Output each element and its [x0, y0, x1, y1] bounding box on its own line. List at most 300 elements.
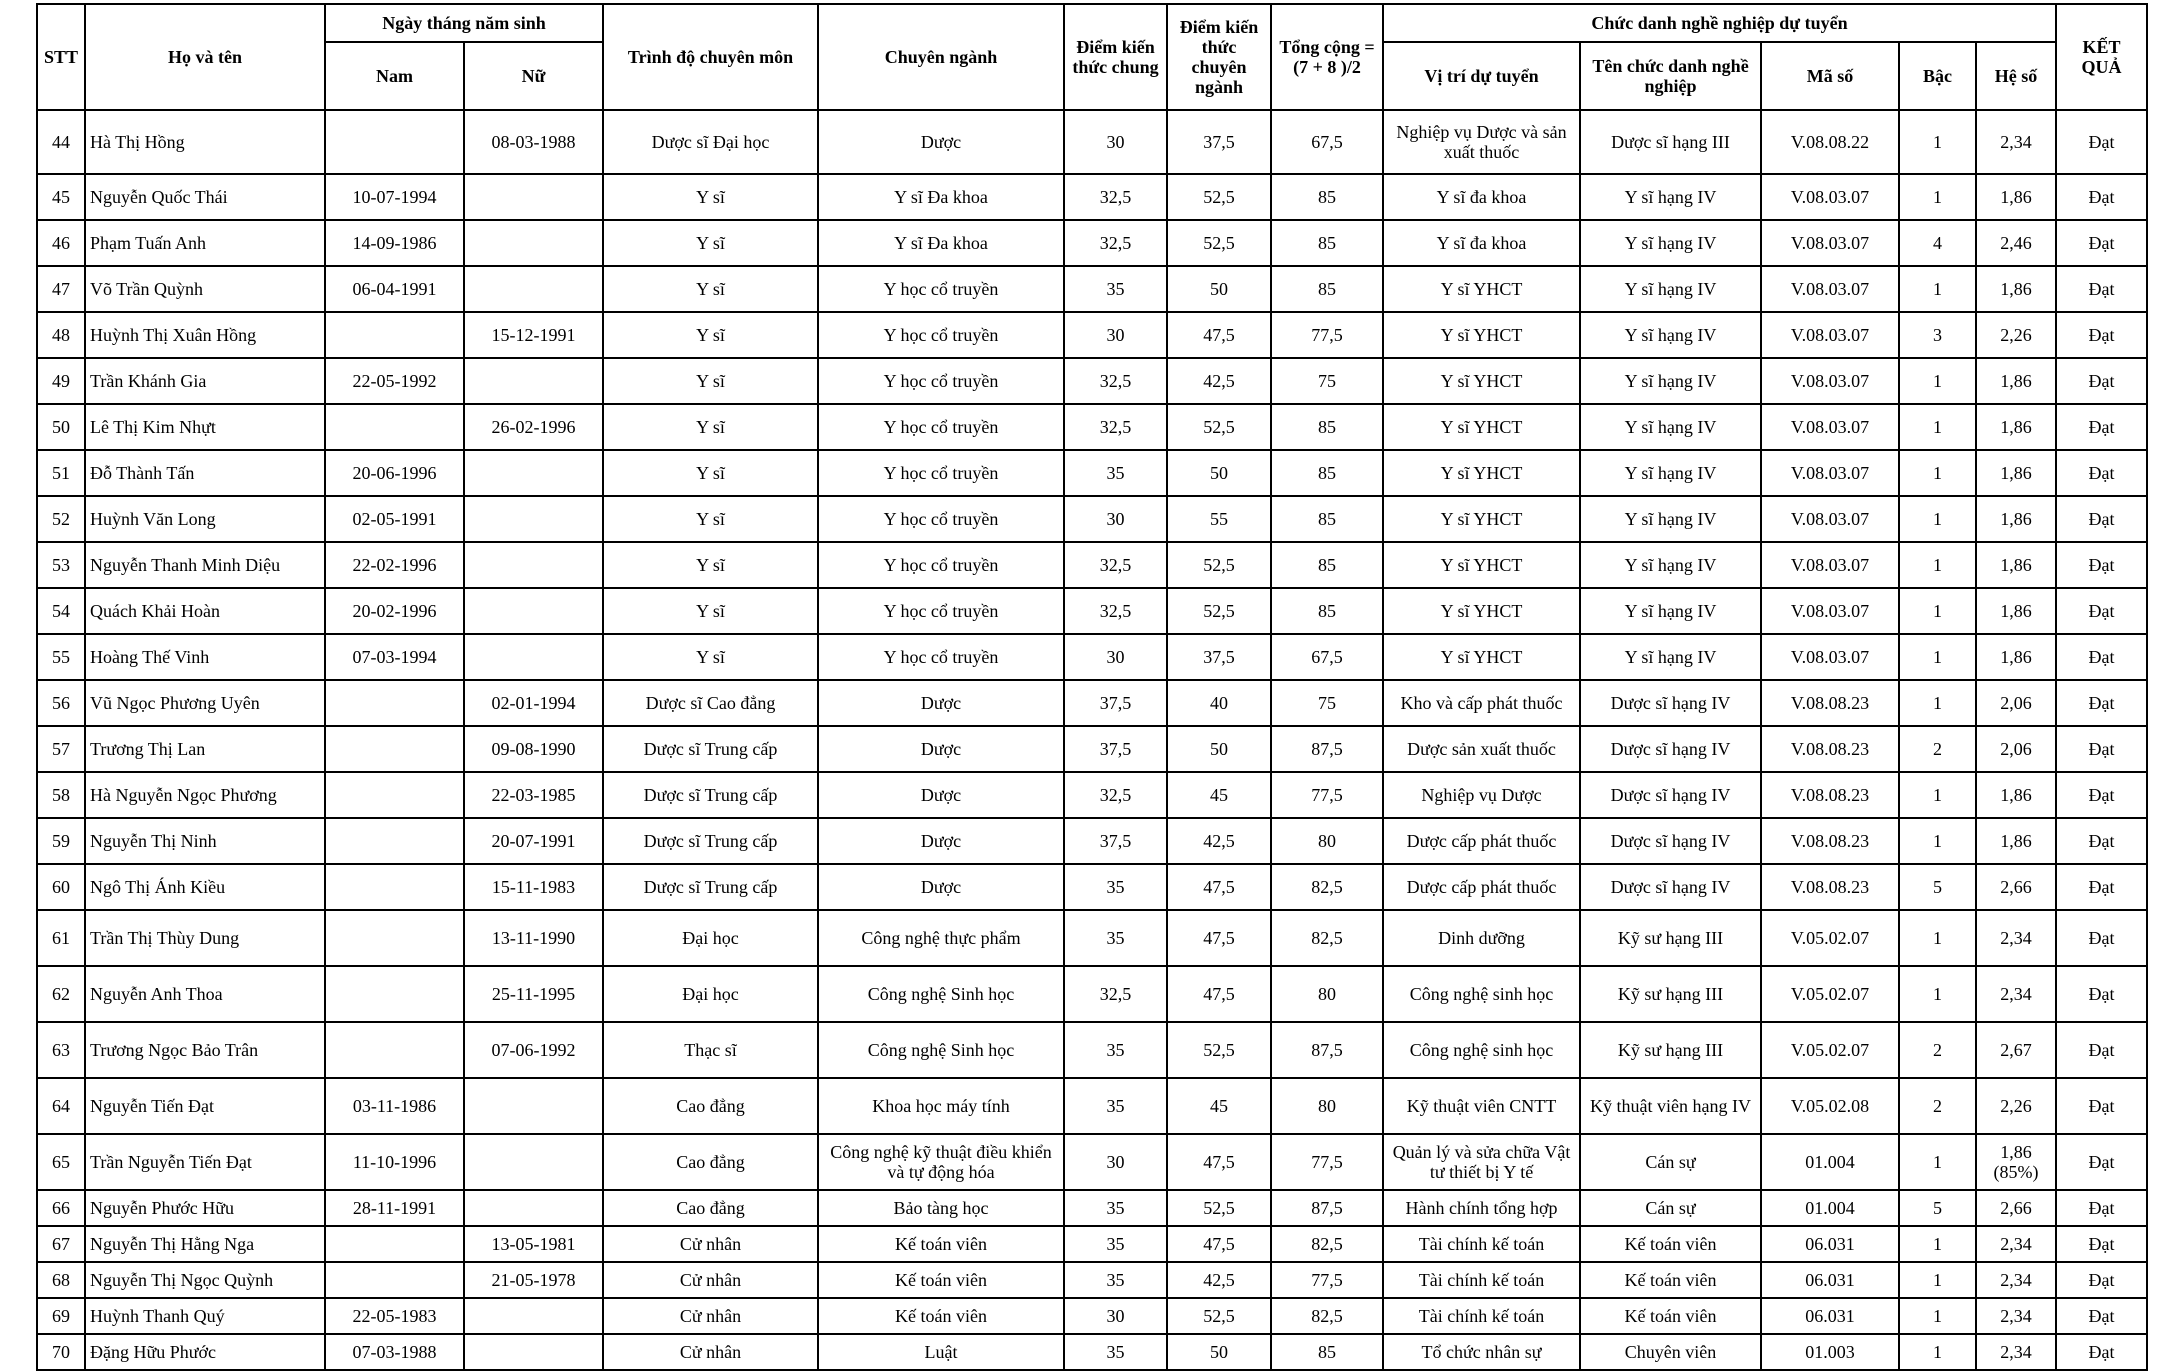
header-dob-female: Nữ	[464, 42, 603, 110]
cell-position: Tài chính kế toán	[1383, 1262, 1580, 1298]
cell-stt: 47	[37, 266, 85, 312]
cell-title-name: Dược sĩ hạng IV	[1580, 680, 1761, 726]
cell-total: 82,5	[1271, 910, 1383, 966]
cell-score-major: 47,5	[1167, 864, 1271, 910]
cell-major: Dược	[818, 772, 1064, 818]
cell-stt: 54	[37, 588, 85, 634]
cell-grade: 1	[1899, 634, 1976, 680]
cell-title-name: Y sĩ hạng IV	[1580, 496, 1761, 542]
cell-score-major: 37,5	[1167, 110, 1271, 174]
cell-name: Trương Ngọc Bảo Trân	[85, 1022, 325, 1078]
cell-code: V.08.08.23	[1761, 772, 1899, 818]
cell-dob-female	[464, 1134, 603, 1190]
cell-qualification: Cao đẳng	[603, 1190, 818, 1226]
cell-total: 85	[1271, 588, 1383, 634]
cell-dob-male	[325, 726, 464, 772]
cell-qualification: Y sĩ	[603, 220, 818, 266]
cell-major: Y học cổ truyền	[818, 266, 1064, 312]
cell-score-major: 50	[1167, 266, 1271, 312]
header-dob-group: Ngày tháng năm sinh	[325, 4, 603, 42]
cell-dob-female	[464, 450, 603, 496]
cell-stt: 55	[37, 634, 85, 680]
cell-result: Đạt	[2056, 266, 2147, 312]
cell-qualification: Cao đẳng	[603, 1078, 818, 1134]
cell-qualification: Y sĩ	[603, 496, 818, 542]
cell-result: Đạt	[2056, 680, 2147, 726]
cell-name: Trần Thị Thùy Dung	[85, 910, 325, 966]
cell-stt: 65	[37, 1134, 85, 1190]
cell-total: 77,5	[1271, 312, 1383, 358]
cell-score-general: 35	[1064, 266, 1167, 312]
cell-grade: 1	[1899, 680, 1976, 726]
cell-dob-male	[325, 1262, 464, 1298]
cell-dob-male	[325, 966, 464, 1022]
cell-position: Y sĩ YHCT	[1383, 496, 1580, 542]
cell-qualification: Y sĩ	[603, 588, 818, 634]
cell-qualification: Dược sĩ Trung cấp	[603, 772, 818, 818]
header-result: KẾT QUẢ	[2056, 4, 2147, 110]
cell-stt: 62	[37, 966, 85, 1022]
cell-coef: 2,34	[1976, 966, 2056, 1022]
cell-grade: 2	[1899, 1078, 1976, 1134]
cell-score-general: 35	[1064, 1190, 1167, 1226]
cell-name: Hoàng Thế Vinh	[85, 634, 325, 680]
cell-dob-female: 02-01-1994	[464, 680, 603, 726]
cell-dob-female	[464, 220, 603, 266]
cell-stt: 64	[37, 1078, 85, 1134]
cell-total: 75	[1271, 358, 1383, 404]
cell-qualification: Y sĩ	[603, 634, 818, 680]
cell-qualification: Y sĩ	[603, 312, 818, 358]
cell-code: V.08.03.07	[1761, 312, 1899, 358]
cell-major: Y học cổ truyền	[818, 312, 1064, 358]
cell-score-major: 47,5	[1167, 910, 1271, 966]
cell-dob-male	[325, 1022, 464, 1078]
cell-dob-female: 25-11-1995	[464, 966, 603, 1022]
cell-dob-male	[325, 680, 464, 726]
cell-qualification: Dược sĩ Trung cấp	[603, 726, 818, 772]
cell-name: Huỳnh Thị Xuân Hồng	[85, 312, 325, 358]
cell-dob-male: 10-07-1994	[325, 174, 464, 220]
cell-score-general: 35	[1064, 864, 1167, 910]
cell-score-general: 32,5	[1064, 174, 1167, 220]
cell-dob-female	[464, 266, 603, 312]
cell-dob-female: 26-02-1996	[464, 404, 603, 450]
cell-grade: 1	[1899, 450, 1976, 496]
cell-coef: 1,86	[1976, 450, 2056, 496]
cell-name: Đặng Hữu Phước	[85, 1334, 325, 1370]
table-row	[37, 404, 2147, 450]
cell-dob-female: 15-12-1991	[464, 312, 603, 358]
cell-qualification: Cao đẳng	[603, 1134, 818, 1190]
cell-score-major: 52,5	[1167, 1298, 1271, 1334]
cell-dob-female: 13-11-1990	[464, 910, 603, 966]
cell-code: 06.031	[1761, 1226, 1899, 1262]
cell-position: Dược cấp phát thuốc	[1383, 864, 1580, 910]
cell-score-general: 30	[1064, 110, 1167, 174]
cell-grade: 2	[1899, 726, 1976, 772]
results-table	[36, 3, 2148, 1371]
cell-code: V.08.03.07	[1761, 542, 1899, 588]
cell-total: 80	[1271, 966, 1383, 1022]
cell-dob-female	[464, 1334, 603, 1370]
cell-score-general: 32,5	[1064, 966, 1167, 1022]
cell-name: Trần Khánh Gia	[85, 358, 325, 404]
cell-major: Y sĩ Đa khoa	[818, 174, 1064, 220]
table-row	[37, 1134, 2147, 1190]
cell-coef: 2,34	[1976, 1226, 2056, 1262]
cell-code: V.08.03.07	[1761, 358, 1899, 404]
cell-score-major: 37,5	[1167, 634, 1271, 680]
cell-name: Quách Khải Hoàn	[85, 588, 325, 634]
table-row	[37, 864, 2147, 910]
cell-qualification: Y sĩ	[603, 404, 818, 450]
cell-position: Hành chính tổng hợp	[1383, 1190, 1580, 1226]
table-body	[37, 110, 2147, 1370]
cell-dob-male: 07-03-1994	[325, 634, 464, 680]
cell-name: Nguyễn Anh Thoa	[85, 966, 325, 1022]
cell-total: 85	[1271, 220, 1383, 266]
cell-stt: 57	[37, 726, 85, 772]
cell-dob-male	[325, 818, 464, 864]
cell-score-major: 52,5	[1167, 588, 1271, 634]
cell-position: Công nghệ sinh học	[1383, 1022, 1580, 1078]
table-row	[37, 726, 2147, 772]
table-row	[37, 266, 2147, 312]
cell-coef: 1,86	[1976, 818, 2056, 864]
cell-major: Kế toán viên	[818, 1226, 1064, 1262]
cell-total: 67,5	[1271, 110, 1383, 174]
cell-score-major: 52,5	[1167, 1190, 1271, 1226]
cell-grade: 5	[1899, 1190, 1976, 1226]
table-row	[37, 358, 2147, 404]
cell-position: Y sĩ đa khoa	[1383, 220, 1580, 266]
cell-position: Y sĩ YHCT	[1383, 634, 1580, 680]
cell-name: Nguyễn Thị Ninh	[85, 818, 325, 864]
cell-position: Y sĩ YHCT	[1383, 542, 1580, 588]
header-total: Tổng cộng = (7 + 8 )/2	[1271, 4, 1383, 110]
cell-stt: 68	[37, 1262, 85, 1298]
cell-name: Vũ Ngọc Phương Uyên	[85, 680, 325, 726]
header-score-major: Điểm kiến thức chuyên ngành	[1167, 4, 1271, 110]
table-row	[37, 450, 2147, 496]
cell-score-general: 32,5	[1064, 404, 1167, 450]
table-row	[37, 966, 2147, 1022]
cell-score-major: 52,5	[1167, 220, 1271, 266]
cell-result: Đạt	[2056, 1190, 2147, 1226]
cell-name: Nguyễn Phước Hữu	[85, 1190, 325, 1226]
cell-grade: 1	[1899, 588, 1976, 634]
cell-score-general: 35	[1064, 1262, 1167, 1298]
cell-position: Tài chính kế toán	[1383, 1298, 1580, 1334]
cell-coef: 1,86	[1976, 496, 2056, 542]
cell-score-major: 52,5	[1167, 404, 1271, 450]
cell-major: Kế toán viên	[818, 1298, 1064, 1334]
cell-result: Đạt	[2056, 864, 2147, 910]
cell-position: Y sĩ YHCT	[1383, 450, 1580, 496]
cell-dob-female	[464, 588, 603, 634]
cell-dob-male: 14-09-1986	[325, 220, 464, 266]
cell-score-major: 47,5	[1167, 312, 1271, 358]
cell-coef: 1,86	[1976, 266, 2056, 312]
cell-stt: 52	[37, 496, 85, 542]
cell-title-name: Y sĩ hạng IV	[1580, 266, 1761, 312]
results-sheet	[36, 3, 2146, 1371]
cell-name: Huỳnh Thanh Quý	[85, 1298, 325, 1334]
header-coef: Hệ số	[1976, 42, 2056, 110]
cell-result: Đạt	[2056, 358, 2147, 404]
cell-dob-female: 21-05-1978	[464, 1262, 603, 1298]
cell-grade: 1	[1899, 818, 1976, 864]
cell-grade: 1	[1899, 772, 1976, 818]
cell-dob-female	[464, 174, 603, 220]
header-score-general: Điểm kiến thức chung	[1064, 4, 1167, 110]
cell-score-major: 50	[1167, 450, 1271, 496]
cell-title-name: Y sĩ hạng IV	[1580, 312, 1761, 358]
cell-result: Đạt	[2056, 1226, 2147, 1262]
cell-dob-male: 28-11-1991	[325, 1190, 464, 1226]
cell-grade: 1	[1899, 542, 1976, 588]
cell-coef: 1,86	[1976, 542, 2056, 588]
cell-grade: 3	[1899, 312, 1976, 358]
cell-result: Đạt	[2056, 312, 2147, 358]
cell-grade: 2	[1899, 1022, 1976, 1078]
cell-code: 06.031	[1761, 1262, 1899, 1298]
cell-stt: 60	[37, 864, 85, 910]
cell-title-name: Dược sĩ hạng IV	[1580, 864, 1761, 910]
table-row	[37, 312, 2147, 358]
cell-major: Y học cổ truyền	[818, 496, 1064, 542]
cell-name: Lê Thị Kim Nhựt	[85, 404, 325, 450]
cell-coef: 1,86 (85%)	[1976, 1134, 2056, 1190]
cell-score-general: 35	[1064, 910, 1167, 966]
cell-code: V.08.08.23	[1761, 864, 1899, 910]
cell-code: V.08.03.07	[1761, 220, 1899, 266]
cell-qualification: Y sĩ	[603, 358, 818, 404]
cell-position: Y sĩ YHCT	[1383, 404, 1580, 450]
cell-qualification: Dược sĩ Đại học	[603, 110, 818, 174]
cell-total: 85	[1271, 542, 1383, 588]
cell-name: Nguyễn Quốc Thái	[85, 174, 325, 220]
cell-score-general: 32,5	[1064, 588, 1167, 634]
cell-stt: 69	[37, 1298, 85, 1334]
cell-stt: 44	[37, 110, 85, 174]
cell-coef: 2,26	[1976, 1078, 2056, 1134]
cell-major: Luật	[818, 1334, 1064, 1370]
cell-qualification: Cử nhân	[603, 1334, 818, 1370]
cell-score-major: 52,5	[1167, 542, 1271, 588]
cell-qualification: Dược sĩ Cao đẳng	[603, 680, 818, 726]
cell-coef: 2,34	[1976, 110, 2056, 174]
cell-score-major: 42,5	[1167, 1262, 1271, 1298]
cell-total: 77,5	[1271, 1262, 1383, 1298]
cell-qualification: Cử nhân	[603, 1298, 818, 1334]
cell-coef: 1,86	[1976, 174, 2056, 220]
cell-title-name: Y sĩ hạng IV	[1580, 358, 1761, 404]
cell-title-name: Y sĩ hạng IV	[1580, 542, 1761, 588]
cell-score-major: 40	[1167, 680, 1271, 726]
cell-name: Nguyễn Tiến Đạt	[85, 1078, 325, 1134]
cell-score-general: 32,5	[1064, 358, 1167, 404]
cell-dob-male: 02-05-1991	[325, 496, 464, 542]
cell-stt: 58	[37, 772, 85, 818]
cell-total: 87,5	[1271, 1022, 1383, 1078]
cell-grade: 1	[1899, 966, 1976, 1022]
table-row	[37, 174, 2147, 220]
cell-qualification: Đại học	[603, 966, 818, 1022]
cell-major: Dược	[818, 818, 1064, 864]
cell-stt: 67	[37, 1226, 85, 1262]
cell-result: Đạt	[2056, 1262, 2147, 1298]
cell-title-name: Y sĩ hạng IV	[1580, 404, 1761, 450]
table-row	[37, 772, 2147, 818]
cell-code: V.08.08.22	[1761, 110, 1899, 174]
cell-score-general: 32,5	[1064, 542, 1167, 588]
cell-grade: 1	[1899, 496, 1976, 542]
cell-dob-male	[325, 404, 464, 450]
cell-score-general: 30	[1064, 1134, 1167, 1190]
cell-grade: 1	[1899, 910, 1976, 966]
header-dob-male: Nam	[325, 42, 464, 110]
cell-position: Y sĩ YHCT	[1383, 266, 1580, 312]
cell-result: Đạt	[2056, 1298, 2147, 1334]
table-row	[37, 1262, 2147, 1298]
cell-total: 85	[1271, 450, 1383, 496]
cell-total: 85	[1271, 174, 1383, 220]
cell-grade: 1	[1899, 358, 1976, 404]
cell-stt: 53	[37, 542, 85, 588]
cell-dob-male	[325, 110, 464, 174]
cell-qualification: Thạc sĩ	[603, 1022, 818, 1078]
cell-dob-male	[325, 910, 464, 966]
table-row	[37, 818, 2147, 864]
cell-dob-female: 07-06-1992	[464, 1022, 603, 1078]
cell-coef: 1,86	[1976, 634, 2056, 680]
cell-score-major: 45	[1167, 1078, 1271, 1134]
cell-score-general: 35	[1064, 1022, 1167, 1078]
cell-code: V.08.03.07	[1761, 266, 1899, 312]
cell-score-general: 37,5	[1064, 726, 1167, 772]
table-row	[37, 634, 2147, 680]
cell-coef: 1,86	[1976, 358, 2056, 404]
cell-total: 87,5	[1271, 1190, 1383, 1226]
cell-grade: 1	[1899, 110, 1976, 174]
cell-dob-male	[325, 864, 464, 910]
table-row	[37, 542, 2147, 588]
cell-code: 06.031	[1761, 1298, 1899, 1334]
cell-grade: 1	[1899, 174, 1976, 220]
table-row	[37, 910, 2147, 966]
cell-result: Đạt	[2056, 110, 2147, 174]
cell-code: V.08.08.23	[1761, 726, 1899, 772]
cell-grade: 1	[1899, 1298, 1976, 1334]
cell-stt: 46	[37, 220, 85, 266]
cell-position: Tổ chức nhân sự	[1383, 1334, 1580, 1370]
cell-code: V.08.08.23	[1761, 818, 1899, 864]
cell-dob-male: 11-10-1996	[325, 1134, 464, 1190]
cell-total: 77,5	[1271, 1134, 1383, 1190]
cell-title-name: Cán sự	[1580, 1190, 1761, 1226]
cell-qualification: Cử nhân	[603, 1262, 818, 1298]
cell-score-general: 35	[1064, 1226, 1167, 1262]
cell-result: Đạt	[2056, 910, 2147, 966]
cell-dob-male: 07-03-1988	[325, 1334, 464, 1370]
cell-dob-female	[464, 496, 603, 542]
cell-position: Công nghệ sinh học	[1383, 966, 1580, 1022]
cell-dob-female: 09-08-1990	[464, 726, 603, 772]
cell-score-general: 30	[1064, 1298, 1167, 1334]
cell-name: Nguyễn Thị Ngọc Quỳnh	[85, 1262, 325, 1298]
cell-major: Y học cổ truyền	[818, 404, 1064, 450]
table-row	[37, 1022, 2147, 1078]
cell-dob-male	[325, 312, 464, 358]
cell-dob-female	[464, 358, 603, 404]
cell-stt: 66	[37, 1190, 85, 1226]
cell-major: Khoa học máy tính	[818, 1078, 1064, 1134]
header-stt: STT	[37, 4, 85, 110]
cell-result: Đạt	[2056, 450, 2147, 496]
cell-score-general: 35	[1064, 1078, 1167, 1134]
cell-total: 80	[1271, 1078, 1383, 1134]
cell-name: Nguyễn Thị Hằng Nga	[85, 1226, 325, 1262]
cell-title-name: Kế toán viên	[1580, 1226, 1761, 1262]
cell-title-name: Kỹ thuật viên hạng IV	[1580, 1078, 1761, 1134]
header-qualification: Trình độ chuyên môn	[603, 4, 818, 110]
cell-result: Đạt	[2056, 496, 2147, 542]
cell-result: Đạt	[2056, 542, 2147, 588]
table-row	[37, 220, 2147, 266]
cell-stt: 63	[37, 1022, 85, 1078]
cell-qualification: Dược sĩ Trung cấp	[603, 818, 818, 864]
cell-major: Bảo tàng học	[818, 1190, 1064, 1226]
cell-dob-male	[325, 1226, 464, 1262]
cell-stt: 56	[37, 680, 85, 726]
cell-result: Đạt	[2056, 772, 2147, 818]
cell-position: Y sĩ YHCT	[1383, 312, 1580, 358]
cell-title-name: Cán sự	[1580, 1134, 1761, 1190]
cell-title-name: Y sĩ hạng IV	[1580, 220, 1761, 266]
cell-name: Võ Trần Quỳnh	[85, 266, 325, 312]
cell-dob-female: 22-03-1985	[464, 772, 603, 818]
cell-coef: 2,34	[1976, 1334, 2056, 1370]
cell-stt: 48	[37, 312, 85, 358]
cell-score-major: 47,5	[1167, 966, 1271, 1022]
cell-code: V.08.03.07	[1761, 588, 1899, 634]
cell-score-major: 42,5	[1167, 818, 1271, 864]
cell-total: 75	[1271, 680, 1383, 726]
cell-major: Y sĩ Đa khoa	[818, 220, 1064, 266]
cell-dob-female	[464, 542, 603, 588]
cell-title-name: Kỹ sư hạng III	[1580, 966, 1761, 1022]
cell-qualification: Dược sĩ Trung cấp	[603, 864, 818, 910]
cell-result: Đạt	[2056, 404, 2147, 450]
cell-result: Đạt	[2056, 966, 2147, 1022]
header-title-name: Tên chức danh nghề nghiệp	[1580, 42, 1761, 110]
cell-coef: 2,66	[1976, 1190, 2056, 1226]
header-title-group: Chức danh nghề nghiệp dự tuyển	[1383, 4, 2056, 42]
cell-grade: 1	[1899, 266, 1976, 312]
cell-score-general: 30	[1064, 634, 1167, 680]
cell-code: 01.003	[1761, 1334, 1899, 1370]
cell-major: Kế toán viên	[818, 1262, 1064, 1298]
cell-dob-female: 13-05-1981	[464, 1226, 603, 1262]
cell-major: Dược	[818, 726, 1064, 772]
cell-score-general: 37,5	[1064, 680, 1167, 726]
cell-result: Đạt	[2056, 1334, 2147, 1370]
cell-grade: 5	[1899, 864, 1976, 910]
cell-name: Trần Nguyễn Tiến Đạt	[85, 1134, 325, 1190]
cell-grade: 4	[1899, 220, 1976, 266]
